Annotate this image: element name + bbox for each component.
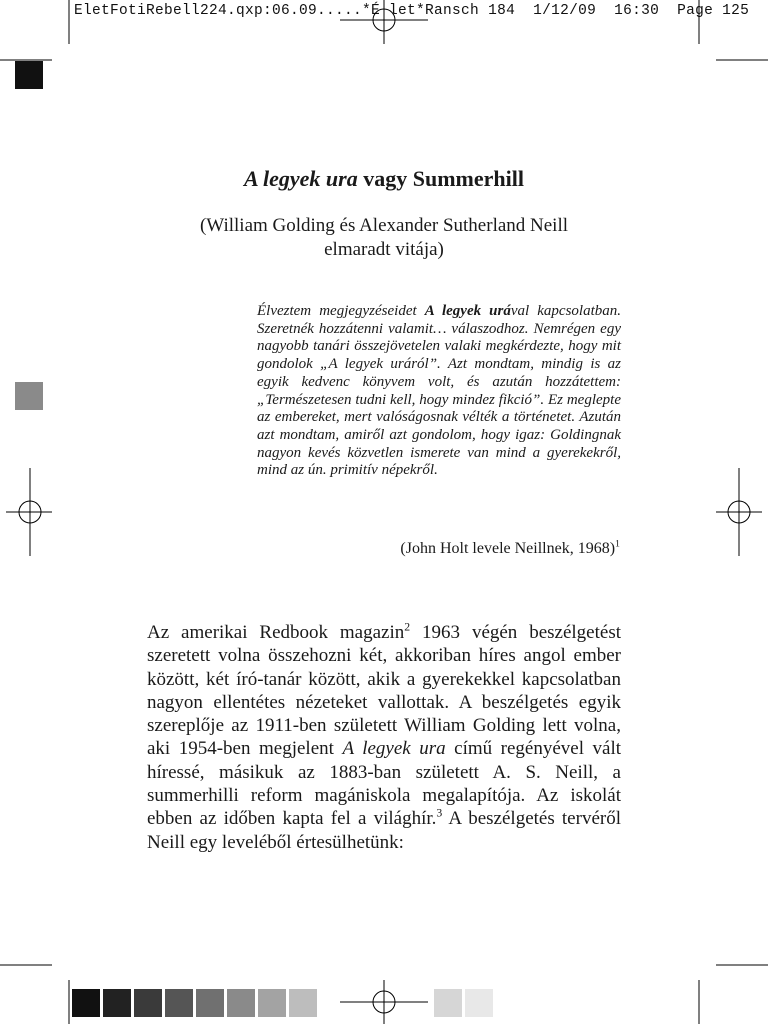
chapter-subtitle (150, 214, 618, 262)
footnote-ref-3: 3 (436, 807, 443, 821)
epigraph-quote (257, 303, 621, 480)
registration-mark-bottom (340, 980, 428, 1024)
body-text-3: című regényével vált híressé, másikuk az 1883-ban született A. S. Neill, a summerhilli reform magániskola megalapítója. Az iskolát ebben az időben kapta fel a világhír. (147, 738, 622, 830)
registration-mark-left (6, 468, 52, 556)
color-patch (227, 989, 255, 1017)
footnote-ref-1: 1 (615, 538, 620, 550)
color-patch (72, 989, 100, 1017)
color-patch (196, 989, 224, 1017)
body-text-1: Az amerikai Redbook magazin (147, 622, 405, 643)
epigraph-text-pre: Élveztem megjegyzéseidet (257, 303, 425, 319)
chapter-title (0, 166, 768, 192)
epigraph-source (257, 540, 620, 558)
color-patch (103, 989, 131, 1017)
body-text-2: 1963 végén beszélgetést szeretett volna összehozni két, akkoriban híres angol ember között, két író-tanár között, akik a gyerekekkel kapcsolatban nagyon ellentétes nézeteket vallottak. A beszélgetés egyik szereplője az 1911-ben született William Golding lett volna, aki 1954-ben megjelent (147, 622, 621, 760)
color-patch (465, 989, 493, 1017)
color-patch (258, 989, 286, 1017)
subtitle-line-2: elmaradt vitája) (324, 239, 444, 260)
epigraph-book-title: A legyek urá (424, 303, 511, 319)
black-margin-square (15, 61, 43, 89)
body-book-title: A legyek ura (342, 738, 446, 760)
color-patch (165, 989, 193, 1017)
color-patch (134, 989, 162, 1017)
epigraph-source-text: (John Holt levele Neillnek, 1968) (400, 540, 616, 557)
epigraph-text-post: val kapcsolatban. Szeretnék hozzátenni valamit… válaszodhoz. Nemrégen egy nagyobb tanári összejövetelen valaki megkérdezte, hogy mit gondolok „A legyek uráról”. Azt mondtam, mindig is az egyik kedvenc könyvem volt, és azután hozzátettem: „Természetesen tudni kell, hogy mindez fikció”. Ez meglepte az embereket, mert valóságosnak vélték a történetet. Azután azt mondtam, amiről azt gondolom, hogy igaz: Goldingnak nagyon kevés közvetlen ismerete van mind a gyerekekről, mind az ún. primitív népekről. (257, 303, 621, 479)
body-text-4: A beszélgetés tervéről Neill egy leveléből értesülhetünk: (147, 808, 621, 853)
subtitle-line-1: (William Golding és Alexander Sutherland Neill (199, 215, 569, 236)
chapter-title-italic: A legyek ura (244, 166, 358, 191)
chapter-title-rest: vagy Summerhill (357, 166, 524, 191)
registration-mark-right (716, 468, 762, 556)
body-paragraph (147, 621, 621, 854)
registration-mark-top (340, 0, 428, 44)
grey-margin-square (15, 382, 43, 410)
footnote-ref-2: 2 (404, 620, 411, 634)
color-patch (434, 989, 462, 1017)
color-patch (289, 989, 317, 1017)
printer-slug: EletFotiRebell224.qxp:06.09.....*É let*Ransch 184 1/12/09 16:30 Page 125 (74, 3, 750, 19)
